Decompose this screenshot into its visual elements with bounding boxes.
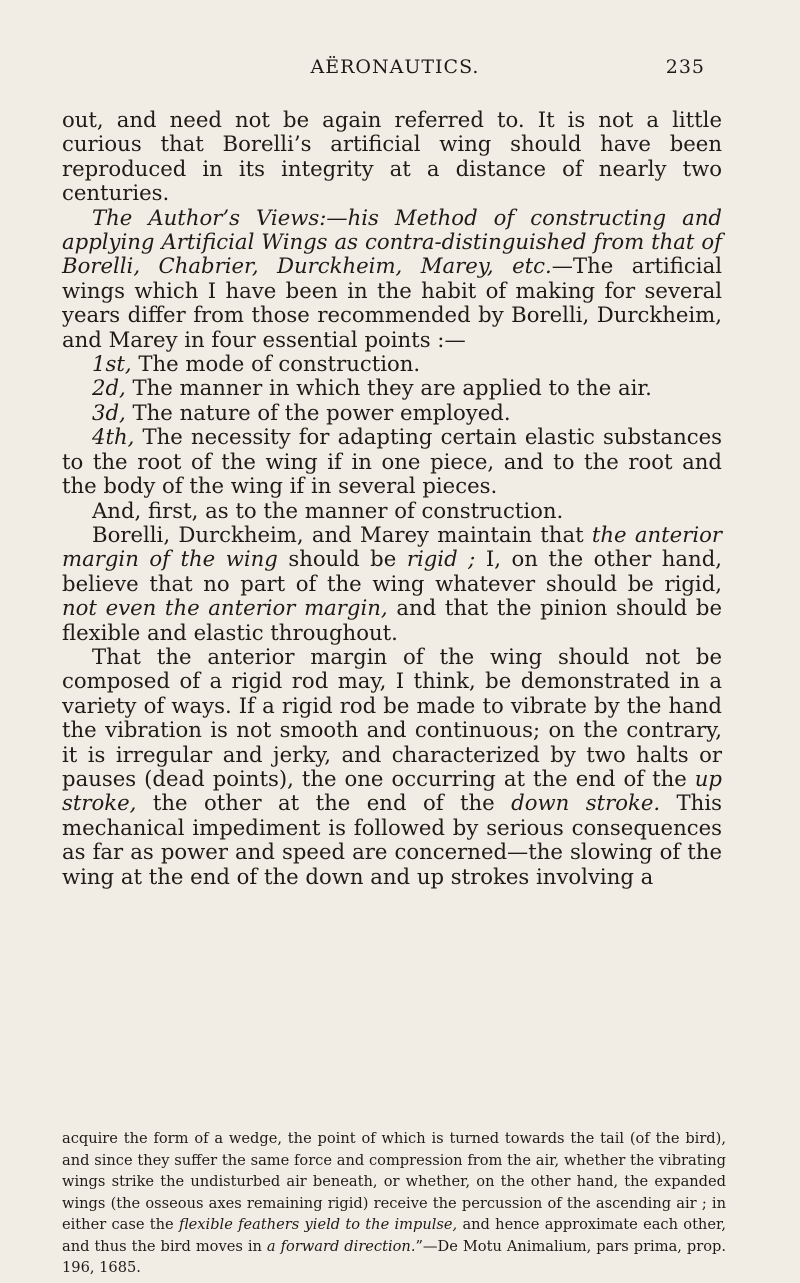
text-run: acquire the form of a wedge, the point of which is turned towards the tail (of the bird), and since they suffer the same force and compression from the air, whether the vibrating wings strike the undisturbed air beneath, or whether, on the other hand, the expanded wings (the osseous axes remaining rigid) receive the percussion of the ascending air ; in either case the — [62, 1130, 726, 1233]
paragraph — [62, 523, 722, 645]
text-run: That the anterior margin of the wing should not be composed of a rigid rod may, I think, be demonstrated in a variety of ways. If a rigid rod be made to vibrate by the hand the vibration is not smooth and continuous; on the contrary, it is irregular and jerky, and characterized by two halts or pauses (dead points), the one occurring at the end of the — [62, 643, 722, 791]
page-number: 235 — [665, 56, 705, 78]
italic-text-run: down stroke. — [511, 790, 661, 816]
italic-text-run: up stroke, — [62, 765, 722, 816]
text-run: the other at the end of the — [136, 790, 512, 816]
paragraph — [62, 499, 722, 523]
text-run: should be — [277, 546, 407, 572]
paragraph — [62, 645, 722, 889]
running-title: AËRONAUTICS. — [310, 56, 480, 78]
paragraph — [62, 108, 722, 206]
text-run: This mechanical impediment is followed by serious consequences as far as power and speed are concerned—the slowing of the wing at the end of the down and up strokes involving a — [62, 790, 722, 889]
text-run: ”—De Motu Animalium, pars prima, prop. 196, 1685. — [62, 1237, 726, 1276]
paragraph — [62, 376, 722, 400]
italic-text-run: rigid ; — [406, 546, 476, 572]
text-run: and hence approximate each other, and thus the bird moves in — [62, 1216, 726, 1255]
italic-text-run: 2d, — [92, 375, 126, 401]
text-run: —The artificial wings which I have been in the habit of making for several years differ from those recommended by Borelli, Durckheim, and Marey in four essential points :— — [62, 253, 722, 352]
text-run: The nature of the power employed. — [125, 399, 511, 425]
italic-text-run: flexible feathers yield to the impulse, — [178, 1216, 458, 1233]
paragraph — [62, 352, 722, 376]
paragraph — [62, 206, 722, 352]
text-run: The necessity for adapting certain elastic substances to the root of the wing if in one piece, and to the root and the body of the wing if in several pieces. — [62, 424, 722, 499]
italic-text-run: The Author’s Views:—his Method of constructing and applying Artificial Wings as contra-distinguished from that of Borelli, Chabrier, Durckheim, Marey, etc. — [62, 204, 722, 279]
text-run: The manner in which they are applied to the air. — [125, 375, 652, 401]
italic-text-run: the anterior margin of the wing — [62, 521, 722, 572]
italic-text-run: 1st, — [92, 351, 132, 377]
text-run: The mode of construction. — [131, 351, 421, 377]
text-run: and that the pinion should be flexible and elastic throughout. — [62, 595, 723, 645]
italic-text-run: 3d, — [92, 399, 126, 425]
italic-text-run: a forward direction. — [266, 1237, 416, 1255]
text-run: I, on the other hand, believe that no part of the wing whatever should be rigid, — [62, 546, 722, 596]
text-run: And, first, as to the manner of construction. — [92, 497, 564, 523]
footnote — [62, 1128, 726, 1279]
body-text — [62, 108, 722, 889]
paragraph — [62, 425, 722, 498]
text-run: out, and need not be again referred to. It is not a little curious that Borelli’s artificial wing should have been reproduced in its integrity at a distance of nearly two centuries. — [62, 107, 722, 206]
italic-text-run: not even the anterior margin, — [62, 595, 388, 621]
paragraph — [62, 401, 722, 425]
text-run: Borelli, Durckheim, and Marey maintain that — [92, 521, 592, 547]
italic-text-run: 4th, — [92, 424, 135, 450]
